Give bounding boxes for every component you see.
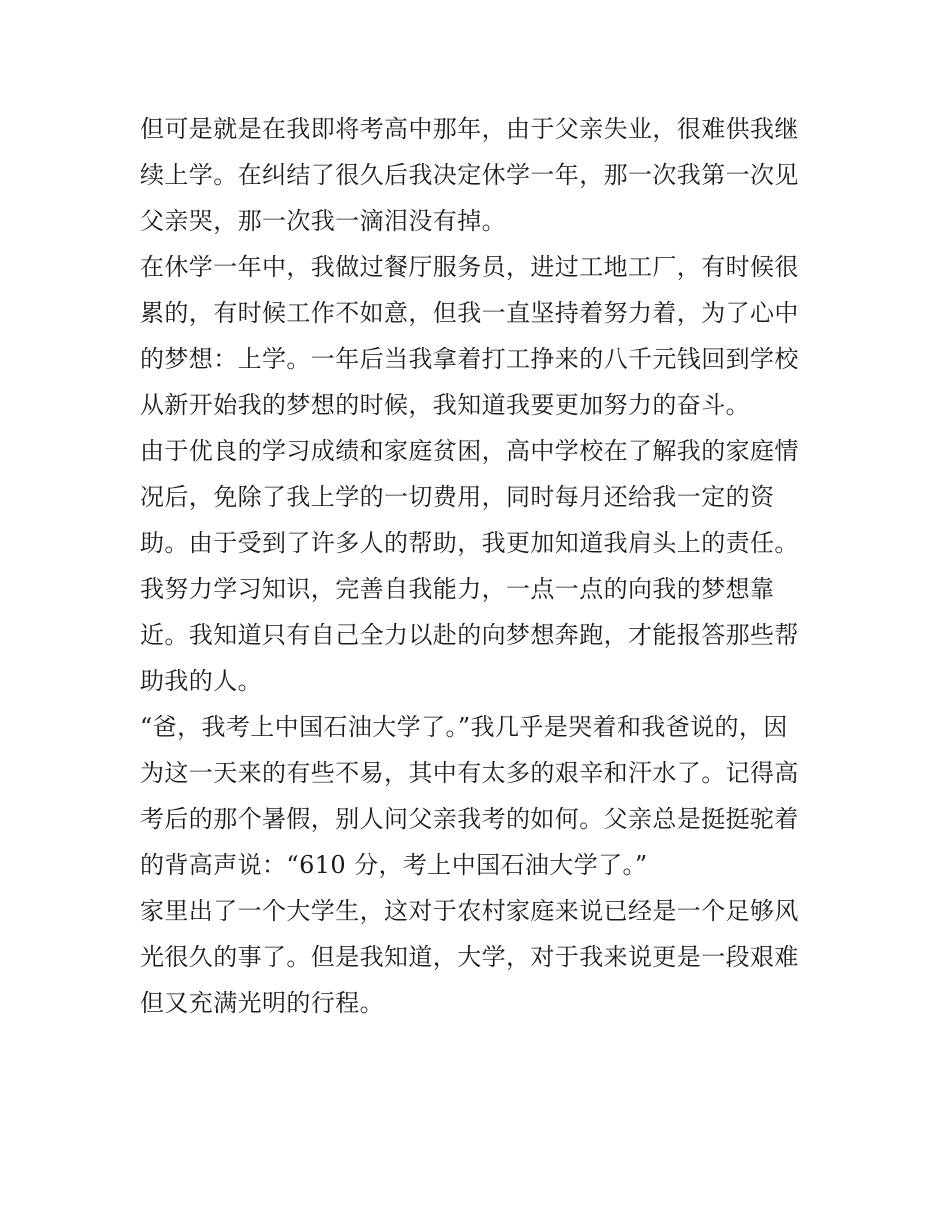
text-line: 光很久的事了。但是我知道，大学，对于我来说更是一段艰难 (140, 943, 799, 971)
text-line: 助我的人。 (140, 667, 262, 695)
text-line: 的背高声说：“610 分，考上中国石油大学了。” (140, 851, 648, 879)
text-line: 考后的那个暑假，别人问父亲我考的如何。父亲总是挺挺驼着 (140, 805, 799, 833)
text-line: 助。由于受到了许多人的帮助，我更加知道我肩头上的责任。 (140, 529, 799, 557)
text-line: 近。我知道只有自己全力以赴的向梦想奔跑，才能报答那些帮 (140, 621, 799, 649)
text-line: 我努力学习知识，完善自我能力，一点一点的向我的梦想靠 (140, 575, 775, 603)
text-line: 况后，免除了我上学的一切费用，同时每月还给我一定的资 (140, 483, 775, 511)
text-line: 为这一天来的有些不易，其中有太多的艰辛和汗水了。记得高 (140, 759, 799, 787)
text-line: 但又充满光明的行程。 (140, 989, 384, 1017)
text-line: 但可是就是在我即将考高中那年，由于父亲失业，很难供我继 (140, 115, 799, 143)
text-line: 父亲哭，那一次我一滴泪没有掉。 (140, 207, 506, 235)
text-line: 累的，有时候工作不如意，但我一直坚持着努力着，为了心中 (140, 299, 799, 327)
text-line: 的梦想：上学。一年后当我拿着打工挣来的八千元钱回到学校 (140, 345, 799, 373)
text-line: 由于优良的学习成绩和家庭贫困，高中学校在了解我的家庭情 (140, 437, 799, 465)
document-body (140, 106, 820, 1026)
text-line: 从新开始我的梦想的时候，我知道我要更加努力的奋斗。 (140, 391, 750, 419)
text-line: 在休学一年中，我做过餐厅服务员，进过工地工厂，有时候很 (140, 253, 799, 281)
text-line: 续上学。在纠结了很久后我决定休学一年，那一次我第一次见 (140, 161, 799, 189)
text-line: 家里出了一个大学生，这对于农村家庭来说已经是一个足够风 (140, 897, 799, 925)
text-line: “爸，我考上中国石油大学了。”我几乎是哭着和我爸说的，因 (140, 713, 788, 741)
